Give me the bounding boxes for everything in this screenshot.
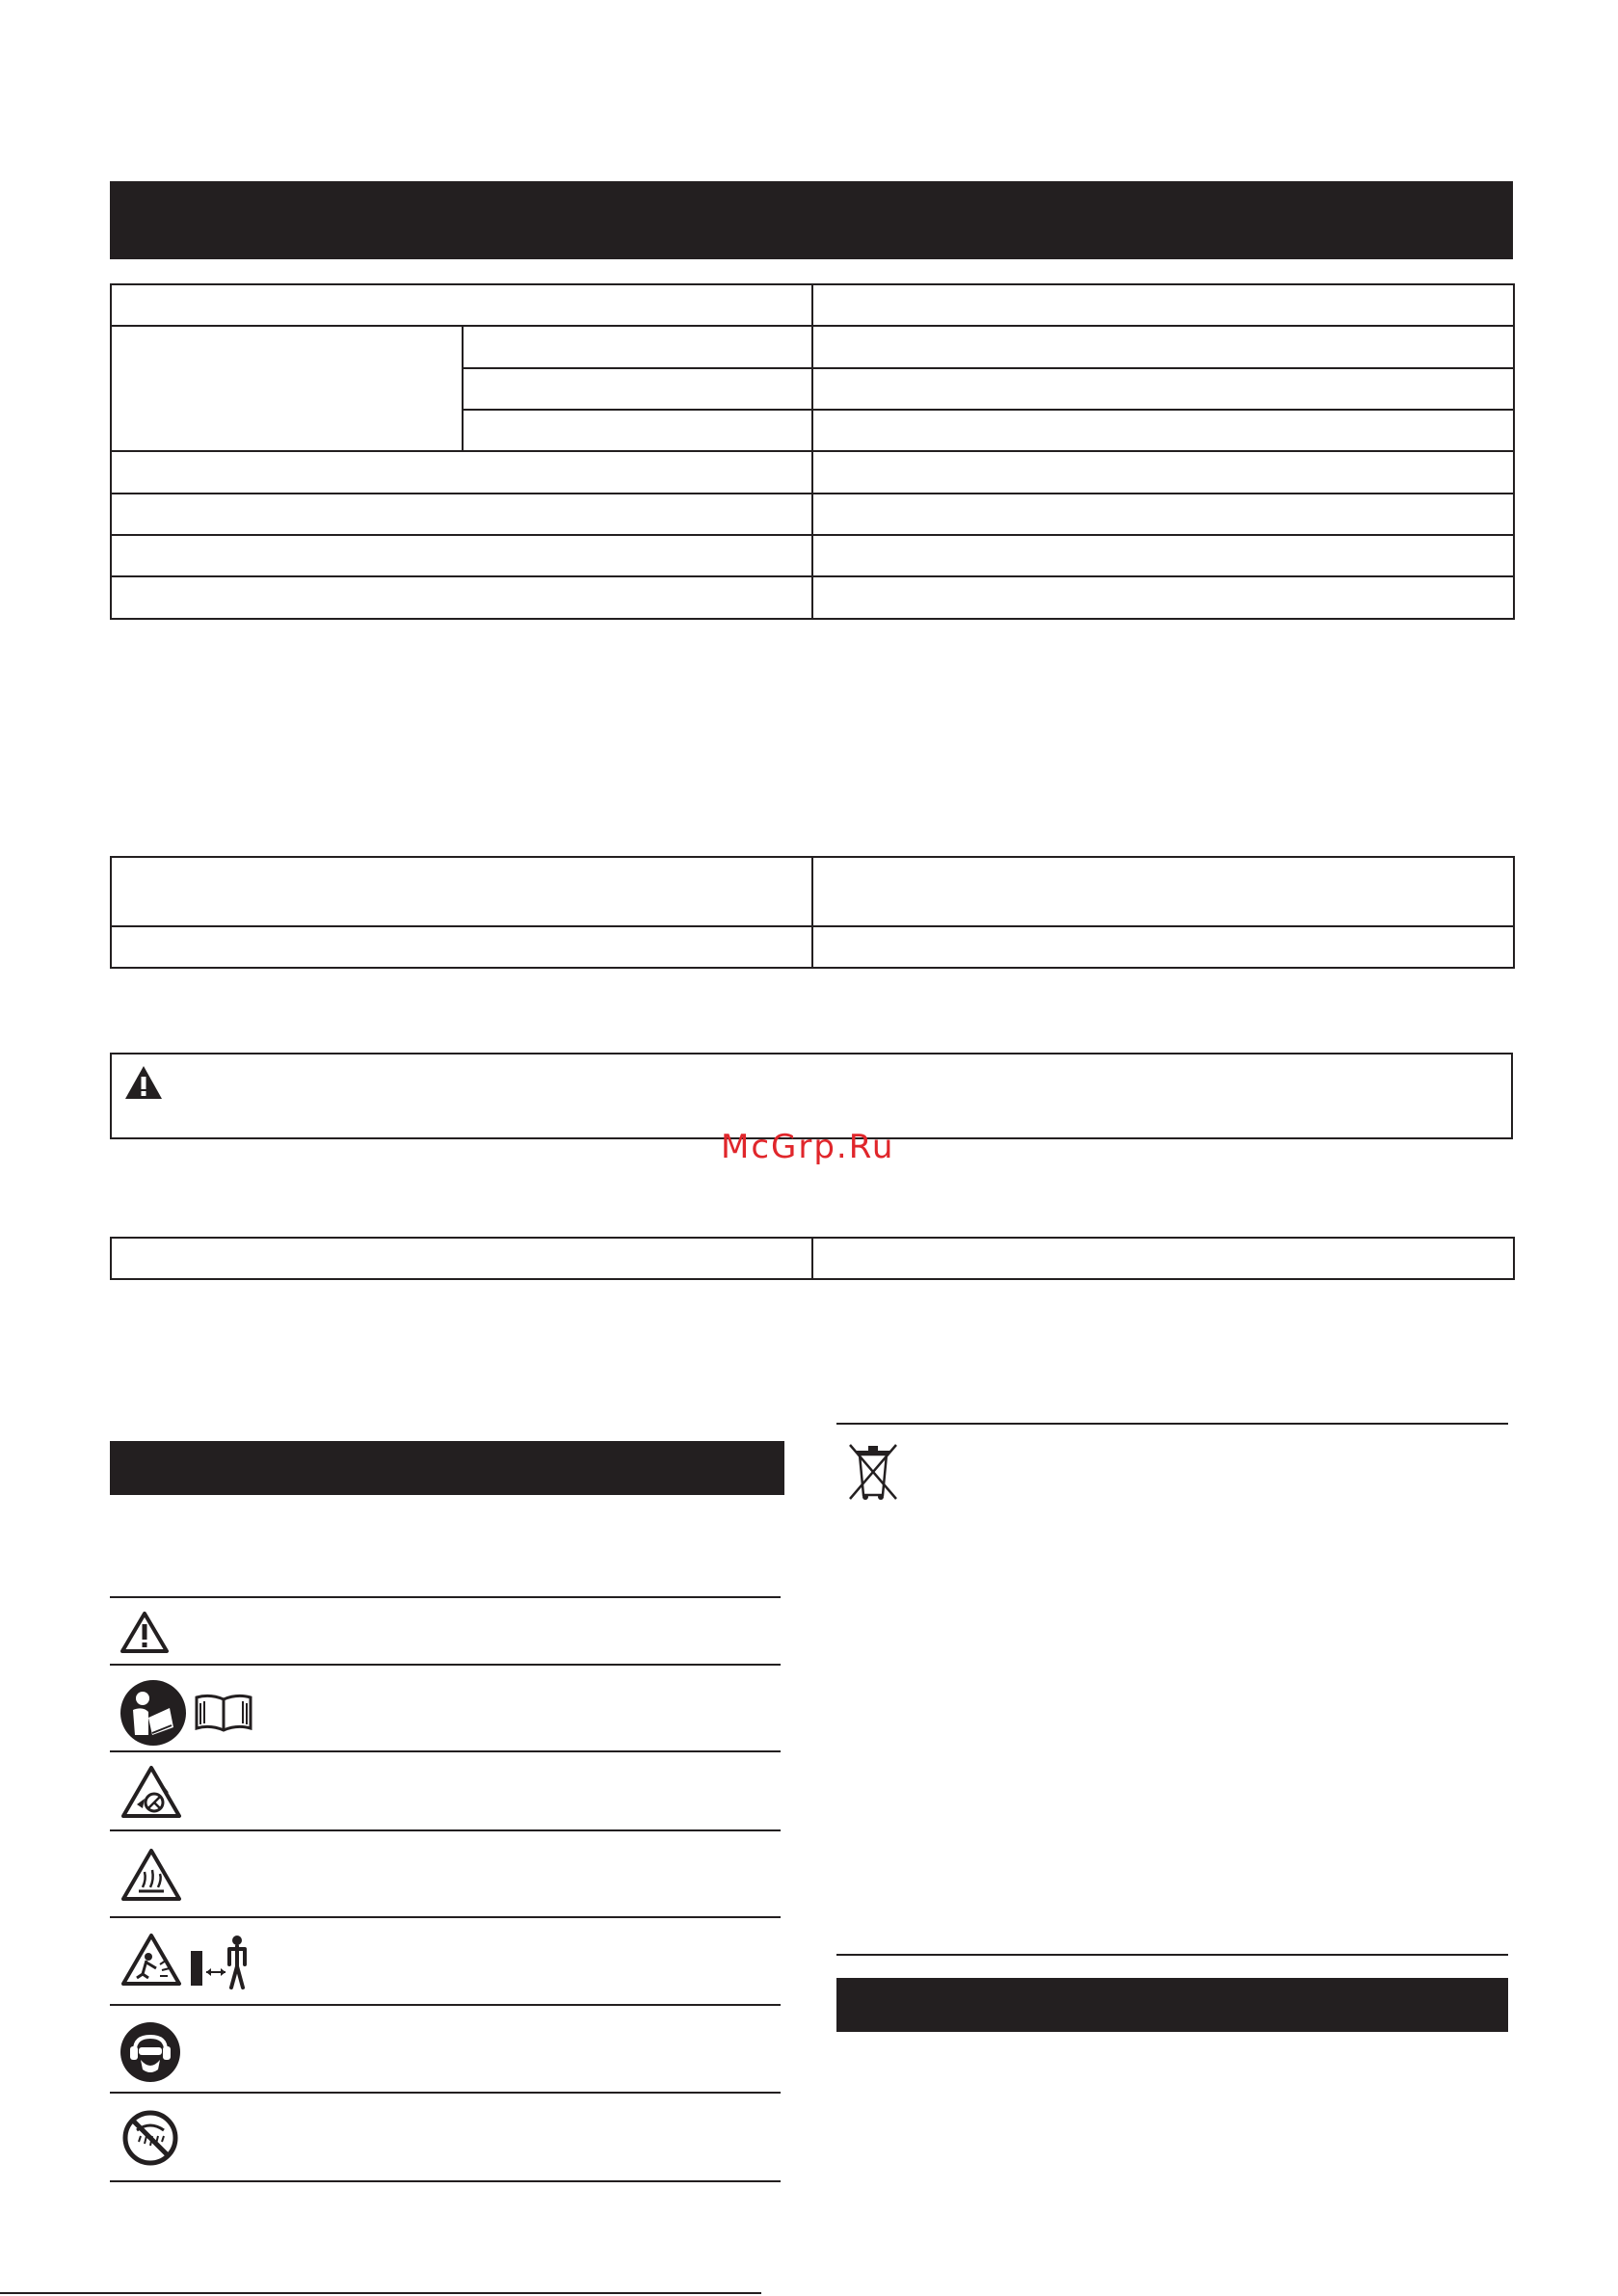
divider <box>836 1954 1508 1956</box>
watermark: McGrp.Ru <box>721 1128 895 1166</box>
open-book-icon <box>193 1692 254 1734</box>
hot-surface-hazard-icon <box>119 1847 183 1903</box>
keep-distance-icon <box>189 1934 252 1989</box>
warning-triangle-icon <box>119 1610 170 1654</box>
vibration-table <box>110 1237 1515 1280</box>
divider <box>836 1423 1508 1425</box>
table-row <box>111 326 1514 368</box>
table-row <box>111 1238 1514 1279</box>
table-row <box>111 284 1514 326</box>
do-not-expose-to-rain-icon <box>121 2109 179 2167</box>
section-header-bar <box>836 1978 1508 2032</box>
divider <box>110 1916 781 1918</box>
specifications-table <box>110 283 1515 620</box>
table-row <box>111 576 1514 619</box>
divider <box>110 1750 781 1752</box>
divider <box>110 2092 781 2094</box>
divider <box>110 2180 781 2182</box>
symbols-header-bar <box>110 1441 784 1495</box>
warning-triangle-icon <box>123 1064 164 1101</box>
divider <box>110 1664 781 1666</box>
rotating-fan-hazard-icon <box>119 1764 183 1820</box>
warning-box <box>110 1053 1513 1139</box>
table-row <box>111 535 1514 576</box>
table-row <box>111 857 1514 926</box>
divider <box>110 1596 781 1598</box>
table-row <box>111 494 1514 535</box>
specifications-header-bar <box>110 181 1513 259</box>
crossed-out-wheelie-bin-icon <box>844 1441 902 1503</box>
divider <box>110 2004 781 2006</box>
table-row <box>111 926 1514 968</box>
divider <box>110 1829 781 1831</box>
table-row <box>111 451 1514 494</box>
battery-table <box>110 856 1515 969</box>
flying-debris-hazard-icon <box>119 1932 183 1988</box>
read-manual-icon <box>119 1679 187 1747</box>
wear-eye-ear-protection-icon <box>119 2021 181 2083</box>
divider <box>0 2292 761 2294</box>
